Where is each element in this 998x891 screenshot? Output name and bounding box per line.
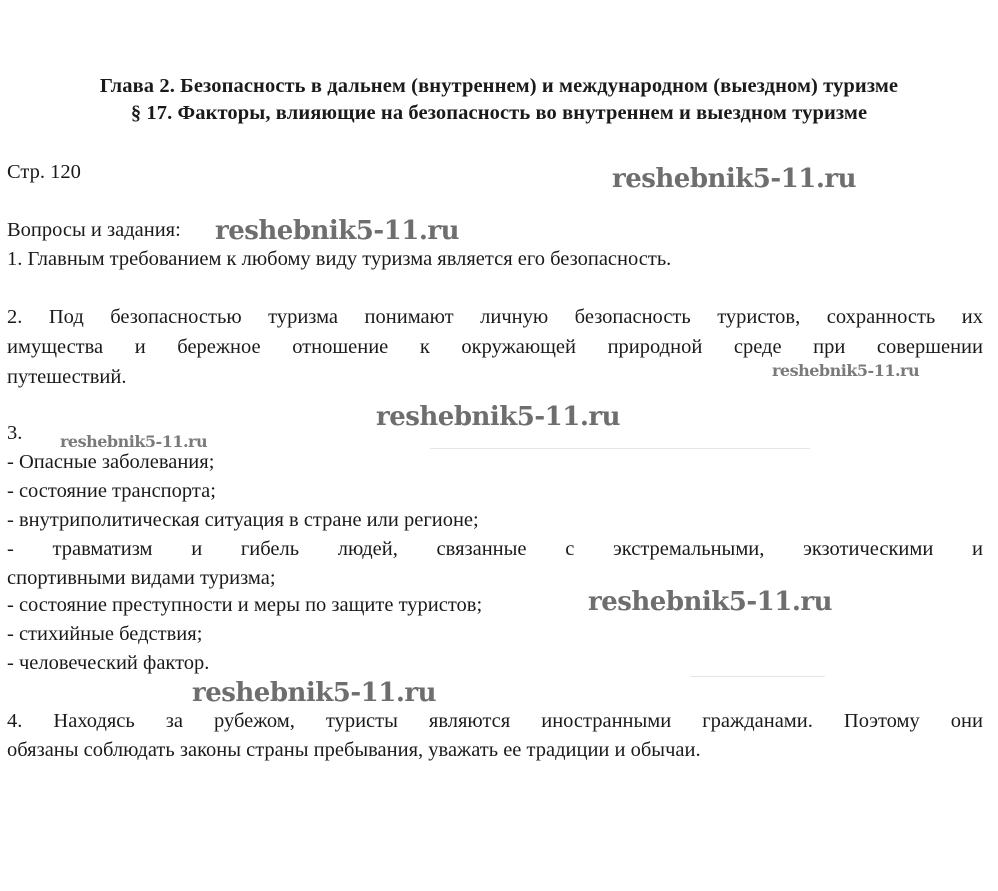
watermark: reshebnik5-11.ru — [215, 216, 460, 246]
answer-3-item: - стихийные бедствия; — [7, 623, 203, 645]
answer-3-item: - Опасные заболевания; — [7, 451, 215, 473]
watermark: reshebnik5-11.ru — [588, 587, 833, 617]
answer-3-item: - внутриполитическая ситуация в стране или регионе; — [7, 509, 479, 531]
answer-3-item-4-line-1: - травматизм и гибель людей, связанные с экстремальными, экзотическими и — [7, 538, 983, 560]
answer-2-line-3: путешествий. — [7, 366, 127, 388]
answer-2-line-1: 2. Под безопасностью туризма понимают личную безопасность туристов, сохранность их — [7, 306, 983, 328]
answer-3-item: - человеческий фактор. — [7, 652, 210, 674]
watermark: reshebnik5-11.ru — [772, 361, 920, 380]
section-title: § 17. Факторы, влияющие на безопасность во внутреннем и выездном туризме — [130, 102, 868, 124]
answer-3-number: 3. — [7, 422, 23, 444]
watermark: reshebnik5-11.ru — [192, 678, 437, 708]
answer-1: 1. Главным требованием к любому виду туризма является его безопасность. — [7, 248, 672, 270]
answer-3-item-4-line-2: спортивными видами туризма; — [7, 567, 276, 589]
page-label: Стр. 120 — [7, 161, 81, 183]
chapter-title: Глава 2. Безопасность в дальнем (внутреннем) и международном (выездном) туризме — [99, 75, 899, 97]
answer-3-item: - состояние транспорта; — [7, 480, 216, 502]
answer-3-item: - состояние преступности и меры по защите туристов; — [7, 594, 483, 616]
answer-4-line-2: обязаны соблюдать законы страны пребывания, уважать ее традиции и обычаи. — [7, 739, 701, 761]
questions-label: Вопросы и задания: — [7, 219, 181, 241]
watermark: reshebnik5-11.ru — [376, 402, 621, 432]
scan-artifact-line — [430, 448, 810, 449]
scan-artifact-line — [690, 676, 825, 677]
watermark: reshebnik5-11.ru — [60, 432, 208, 451]
watermark: reshebnik5-11.ru — [612, 164, 857, 194]
answer-4-line-1: 4. Находясь за рубежом, туристы являются иностранными гражданами. Поэтому они — [7, 710, 983, 732]
answer-2-line-2: имущества и бережное отношение к окружающей природной среде при совершении — [7, 336, 983, 358]
